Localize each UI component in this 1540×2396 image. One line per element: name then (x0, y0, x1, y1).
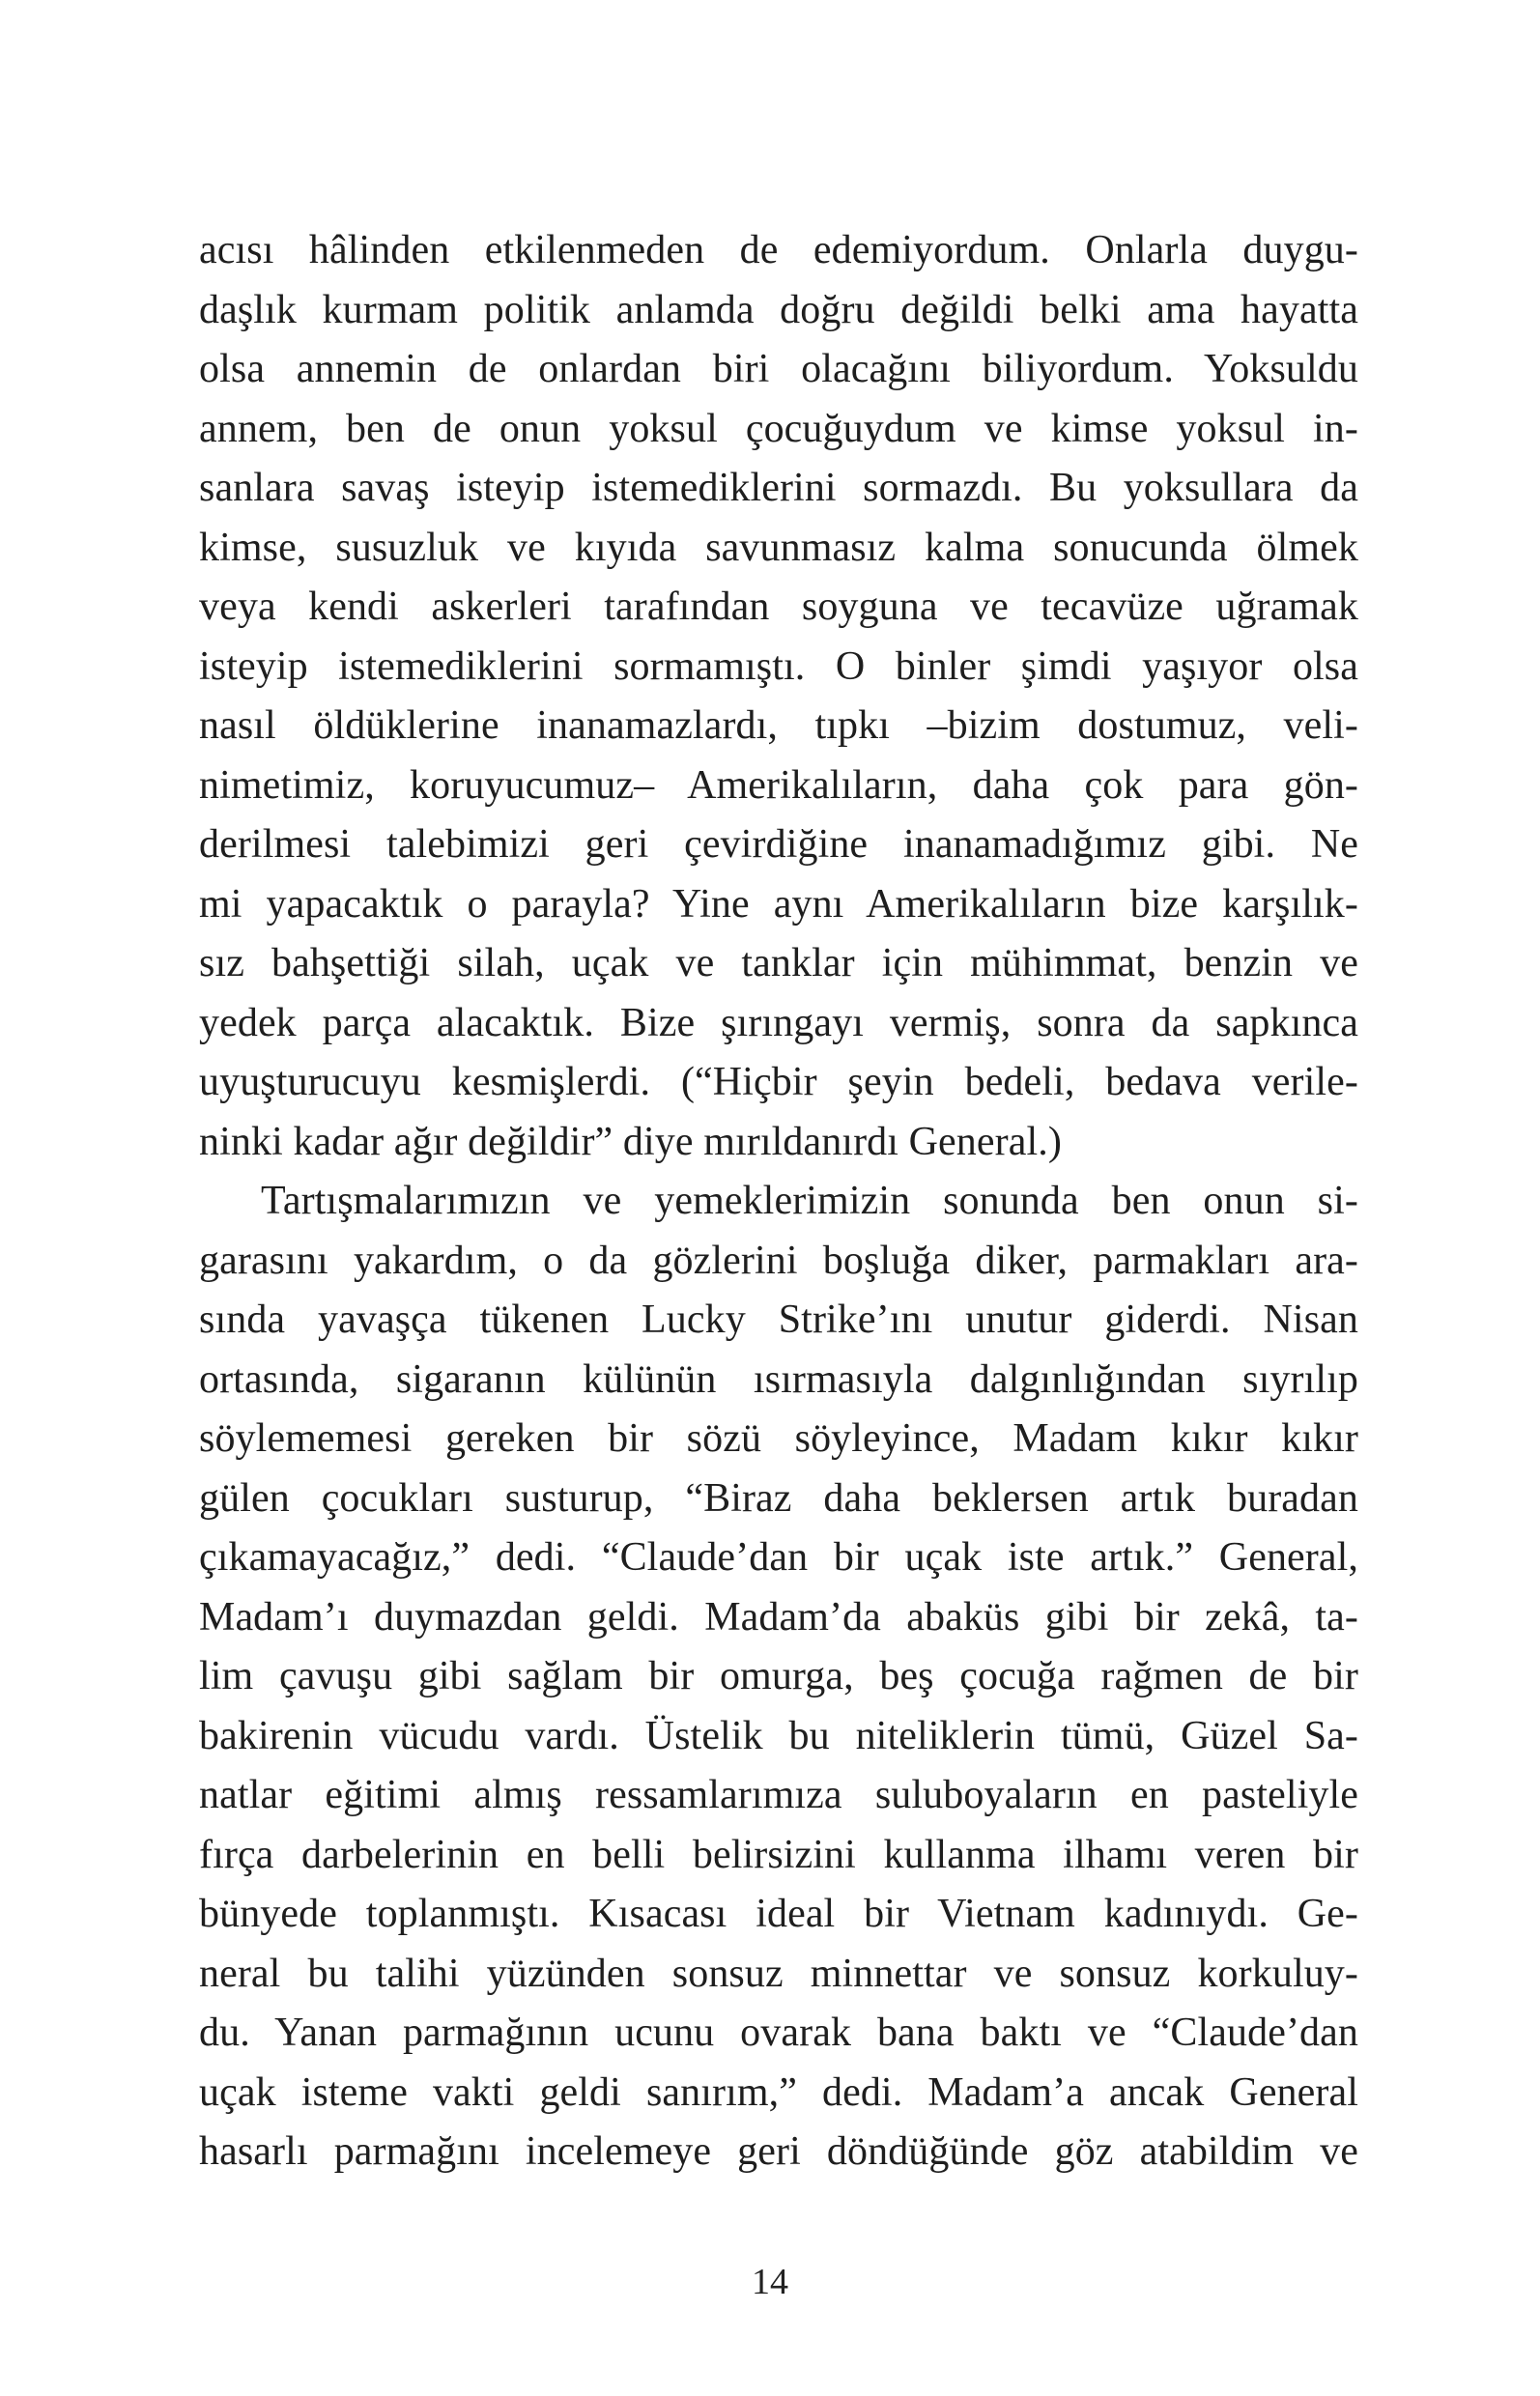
text-line: sanlara savaş isteyip istemediklerini sormazdı. Bu yoksullara da (199, 466, 1358, 510)
text-line: sında yavaşça tükenen Lucky Strike’ını unutur giderdi. Nisan (199, 1298, 1358, 1342)
text-line-paragraph-start: Tartışmalarımızın ve yemeklerimizin sonunda ben onun si- (261, 1179, 1358, 1223)
text-line: garasını yakardım, o da gözlerini boşluğa diker, parmakları ara- (199, 1238, 1358, 1283)
text-line: mi yapacaktık o parayla? Yine aynı Amerikalıların bize karşılık- (199, 881, 1358, 927)
text-line: nasıl öldüklerine inanamazlardı, tıpkı –bizim dostumuz, veli- (199, 703, 1358, 748)
body-text-block (199, 221, 1358, 2182)
text-line: neral bu talihi yüzünden sonsuz minnettar ve sonsuz korkuluy- (199, 1951, 1358, 1996)
text-line: lim çavuşu gibi sağlam bir omurga, beş çocuğa rağmen de bir (199, 1654, 1358, 1698)
text-line: çıkamayacağız,” dedi. “Claude’dan bir uçak iste artık.” General, (199, 1535, 1358, 1580)
text-line: yedek parça alacaktık. Bize şırıngayı vermiş, sonra da sapkınca (199, 1000, 1358, 1045)
text-line: isteyip istemediklerini sormamıştı. O binler şimdi yaşıyor olsa (199, 643, 1358, 689)
text-line: bakirenin vücudu vardı. Üstelik bu niteliklerin tümü, Güzel Sa- (199, 1713, 1358, 1758)
text-line-paragraph-end: ninki kadar ağır değildir” diye mırıldanırdı General.) (199, 1119, 1062, 1164)
text-line: fırça darbelerinin en belli belirsizini kullanma ilhamı veren bir (199, 1832, 1358, 1877)
text-line: natlar eğitimi almış ressamlarımıza suluboyaların en pasteliyle (199, 1773, 1358, 1817)
text-line: Madam’ı duymazdan geldi. Madam’da abaküs gibi bir zekâ, ta- (199, 1594, 1358, 1640)
text-line: annem, ben de onun yoksul çocuğuydum ve kimse yoksul in- (199, 406, 1358, 451)
text-line: ortasında, sigaranın külünün ısırmasıyla dalgınlığından sıyrılıp (199, 1356, 1358, 1402)
text-line: du. Yanan parmağının ucunu ovarak bana baktı ve “Claude’dan (199, 2011, 1358, 2055)
text-line: sız bahşettiği silah, uçak ve tanklar için mühimmat, benzin ve (199, 941, 1358, 985)
text-line: hasarlı parmağını incelemeye geri döndüğünde göz atabildim ve (199, 2129, 1358, 2174)
text-line: bünyede toplanmıştı. Kısacası ideal bir Vietnam kadınıydı. Ge- (199, 1892, 1358, 1936)
page-number: 14 (752, 2262, 788, 2302)
text-line: daşlık kurmam politik anlamda doğru değildi belki ama hayatta (199, 287, 1358, 332)
text-line: olsa annemin de onlardan biri olacağını biliyordum. Yoksuldu (199, 347, 1358, 391)
text-line: derilmesi talebimizi geri çevirdiğine inanamadığımız gibi. Ne (199, 822, 1358, 867)
text-line: söylememesi gereken bir sözü söyleyince, Madam kıkır kıkır (199, 1416, 1358, 1461)
text-line: gülen çocukları susturup, “Biraz daha beklersen artık buradan (199, 1475, 1358, 1521)
text-line: acısı hâlinden etkilenmeden de edemiyordum. Onlarla duygu- (199, 228, 1358, 272)
text-line: uyuşturucuyu kesmişlerdi. (“Hiçbir şeyin bedeli, bedava verile- (199, 1060, 1358, 1104)
text-line: veya kendi askerleri tarafından soyguna ve tecavüze uğramak (199, 585, 1358, 629)
text-line: kimse, susuzluk ve kıyıda savunmasız kalma sonucunda ölmek (199, 525, 1358, 570)
text-line: uçak isteme vakti geldi sanırım,” dedi. Madam’a ancak General (199, 2069, 1358, 2115)
text-line: nimetimiz, koruyucumuz– Amerikalıların, daha çok para gön- (199, 762, 1358, 808)
